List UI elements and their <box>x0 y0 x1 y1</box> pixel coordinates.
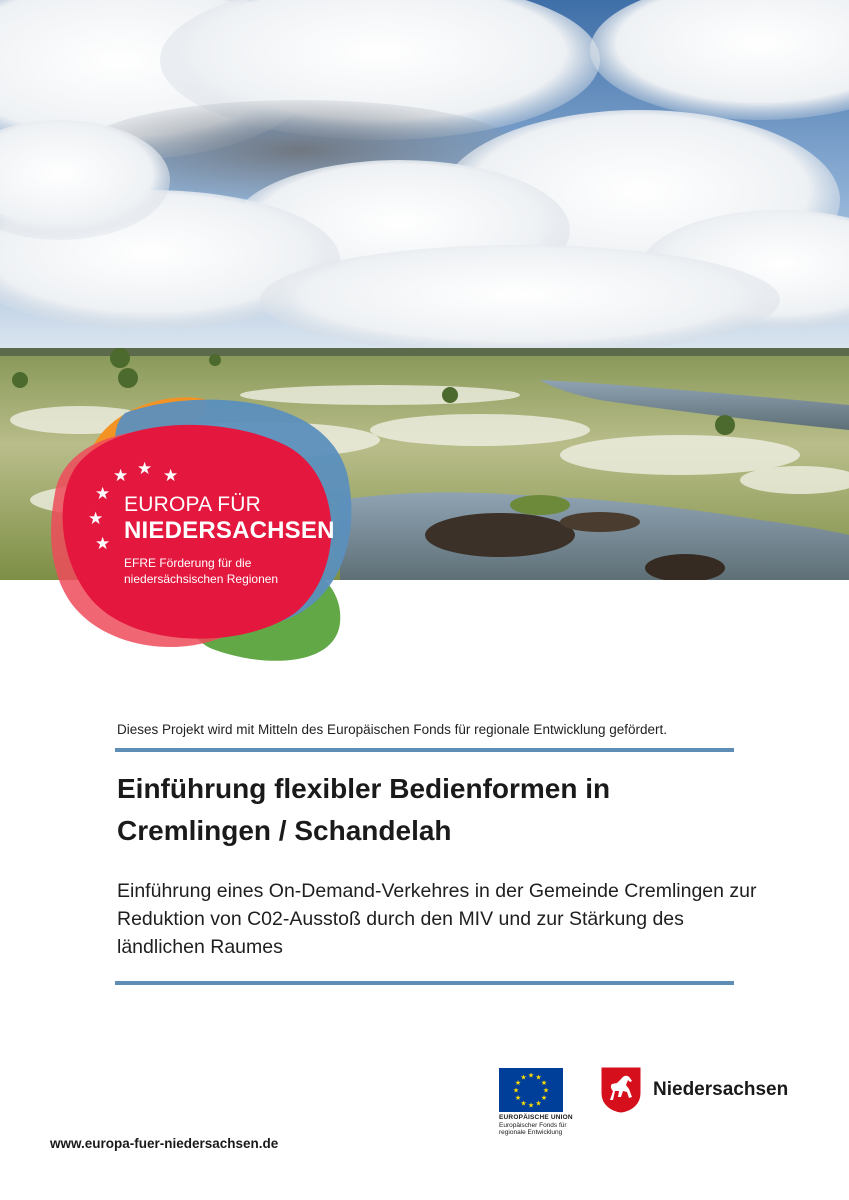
eu-flag-icon <box>499 1068 563 1112</box>
eu-star-icon: ★ <box>514 1080 522 1087</box>
eu-star-icon: ★ <box>540 1095 548 1102</box>
eu-stars-icon: ★ ★ ★ ★ ★ ★ <box>88 459 179 553</box>
logo-tagline: EFRE Förderung für die niedersächsischen Regionen <box>124 556 279 586</box>
eu-star-icon: ★ <box>520 1074 527 1082</box>
divider-bottom <box>115 981 734 985</box>
eu-star-icon: ★ <box>514 1095 522 1102</box>
eu-star-icon: ★ <box>527 1072 535 1080</box>
website-url: www.europa-fuer-niedersachsen.de <box>50 1136 279 1151</box>
eu-star-icon: ★ <box>535 1074 542 1082</box>
eu-star-icon: ★ <box>527 1102 535 1110</box>
eu-star-icon: ★ <box>540 1080 548 1087</box>
state-name: Niedersachsen <box>653 1079 789 1100</box>
europa-fuer-niedersachsen-logo <box>45 393 355 668</box>
lower-saxony-horse-crest-icon <box>601 1067 641 1113</box>
logo-line-2: NIEDERSACHSEN <box>124 517 335 544</box>
cloud-layer <box>0 0 849 355</box>
document-title: Einführung flexibler Bedienformen in Cremlingen / Schandelah <box>117 773 611 846</box>
logo-line-1: EUROPA FÜR <box>124 493 261 516</box>
eu-star-icon: ★ <box>535 1100 542 1108</box>
eu-caption-line-1: Europäischer Fonds für <box>499 1121 567 1129</box>
funding-note: Dieses Projekt wird mit Mitteln des Europäischen Fonds für regionale Entwicklung gefördert. <box>117 722 668 737</box>
eu-star-icon: ★ <box>512 1087 520 1095</box>
eu-star-icon: ★ <box>520 1100 527 1108</box>
eu-star-icon: ★ <box>542 1087 550 1095</box>
document-subtitle: Einführung eines On-Demand-Verkehres in der Gemeinde Cremlingen zur Reduktion von C02-Ausstoß durch den MIV und zur Stärkung des ländlichen Raumes <box>117 880 757 958</box>
eu-caption-title: EUROPÄISCHE UNION <box>499 1114 573 1121</box>
eu-caption-line-2: regionale Entwicklung <box>499 1129 563 1136</box>
divider-top <box>115 748 734 752</box>
eu-caption <box>499 1114 589 1137</box>
